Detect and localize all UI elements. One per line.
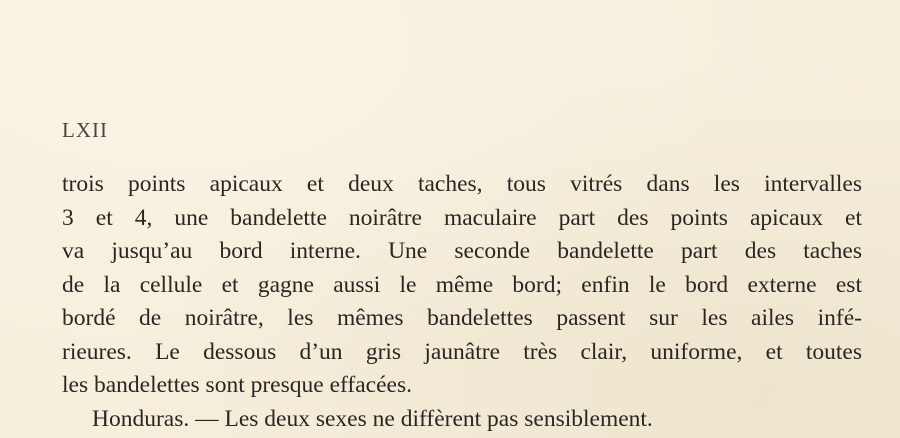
page-number: LXII: [62, 118, 108, 142]
text-line: rieures. Le dessous d’un gris jaunâtre très clair, uniforme, et toutes: [62, 338, 862, 365]
text-line: 3 et 4, une bandelette noirâtre maculaire part des points apicaux et: [62, 204, 862, 231]
text-line: va jusqu’au bord interne. Une seconde bandelette part des taches: [62, 238, 862, 264]
text-line: trois points apicaux et deux taches, tous vitrés dans les intervalles: [62, 171, 862, 197]
text-line-locality: Honduras. — Les deux sexes ne diffèrent pas sensiblement.: [92, 405, 653, 432]
body-paragraph: [62, 168, 862, 436]
text-line: bordé de noirâtre, les mêmes bandelettes passent sur les ailes infé-: [62, 305, 862, 331]
text-line: de la cellule et gagne aussi le même bord; enfin le bord externe est: [62, 271, 862, 298]
text-line: les bandelettes sont presque effacées.: [62, 372, 412, 398]
